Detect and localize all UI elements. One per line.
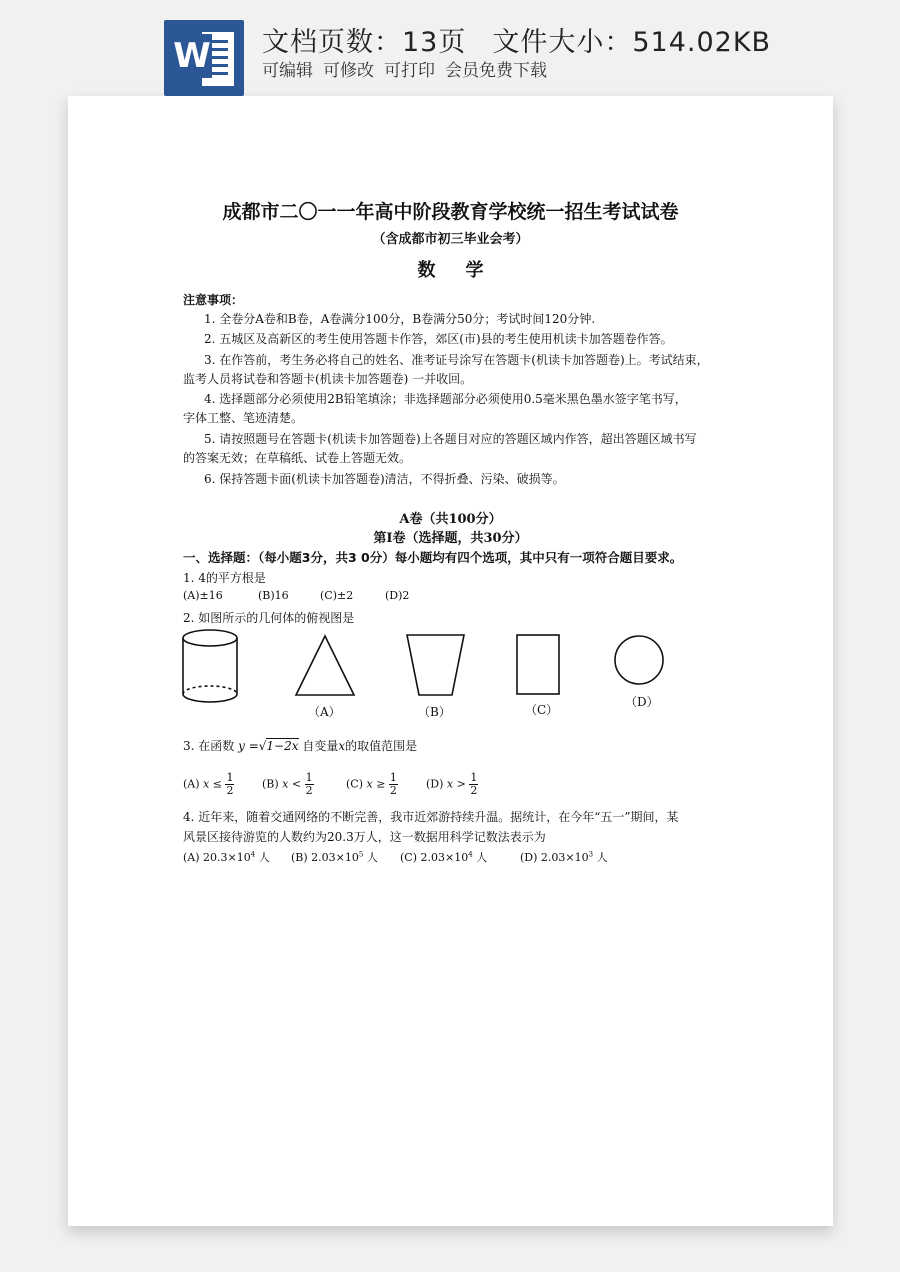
q3-option-c: (C) x ≥ $\frac{1}{2}$ (346, 771, 397, 797)
section-1-heading: 第Ⅰ卷（选择题，共30分） (373, 531, 528, 546)
sqrt-symbol-icon: √ (258, 739, 267, 753)
q1-option-a: (A)±16 (183, 589, 223, 602)
figure-label-c: （C） (525, 703, 559, 717)
question-4-line-2: 风景区接待游览的人数约为20.3万人，这一数据用科学记数法表示为 (183, 830, 546, 844)
note-line: 的答案无效；在草稿纸、试卷上答题无效。 (183, 451, 412, 465)
note-line: 2. 五城区及高新区的考生使用答题卡作答，郊区(市)县的考生使用机读卡加答题卷作答。 (204, 332, 673, 346)
exam-title: 成都市二〇一一年高中阶段教育学校统一招生考试试卷 (222, 201, 679, 223)
banner-title (262, 20, 797, 59)
figure-label-a: （A） (308, 705, 341, 719)
fraction: $\frac{1}{2}$ (389, 771, 397, 797)
feature-printable: 可打印 (384, 61, 435, 81)
q3-suffix: 自变量 (302, 739, 339, 753)
exam-subject: 数学 (417, 260, 514, 281)
rectangle-figure-c (517, 635, 559, 694)
q3-option-d: (D) x > $\frac{1}{2}$ (426, 771, 478, 797)
q1-option-d: (D)2 (385, 589, 410, 602)
q4-option-b: (B) $2.03\times 10^5$ 人 (291, 850, 378, 864)
banner-features (262, 56, 557, 81)
q1-option-c: (C)±2 (320, 589, 354, 602)
figure-label-b: （B） (418, 705, 451, 719)
note-line: 4. 选择题部分必须使用2B铅笔填涂；非选择题部分必须使用0.5毫米黑色墨水签字笔书写， (204, 392, 687, 406)
note-line: 6. 保持答题卡面(机读卡加答题卷)清洁，不得折叠、污染、破损等。 (204, 472, 565, 486)
note-line: 1. 全卷分A卷和B卷，A卷满分100分，B卷满分50分；考试时间120分钟. (204, 312, 596, 326)
q4-option-a: (A) $20.3\times 10^4$ 人 (183, 850, 270, 864)
exam-subtitle: （含成都市初三毕业会考） (372, 232, 529, 247)
note-line: 字体工整、笔迹清楚。 (183, 411, 304, 425)
part-one-instructions: 一、选择题：（每小题3分，共3 0分）每小题均有四个选项，其中只有一项符合题目要求。 (183, 550, 683, 565)
note-line: 5. 请按照题号在答题卡(机读卡加答题卷)上各题目对应的答题区域内作答，超出答题区域书写 (204, 432, 697, 446)
feature-modifiable: 可修改 (323, 61, 374, 81)
q3-tail: 的取值范围是 (345, 739, 418, 753)
question-1: 1. 4的平方根是 (183, 571, 266, 585)
question-2: 2. 如图所示的几何体的俯视图是 (183, 611, 355, 625)
q4-option-d: (D) $2.03\times 10^3$ 人 (520, 850, 608, 864)
notes-heading: 注意事项： (183, 293, 244, 307)
word-document-icon (164, 20, 244, 96)
fraction: $\frac{1}{2}$ (226, 771, 234, 797)
trapezoid-figure-b (407, 635, 464, 695)
file-size: 文件大小：514.02KB (492, 27, 772, 58)
q3-var: x (338, 739, 346, 753)
question-4-line-1: 4. 近年来，随着交通网络的不断完善，我市近郊游持续升温。据统计，在今年“五一”期间，某 (183, 810, 679, 824)
q3-option-a: (A) x ≤ $\frac{1}{2}$ (183, 771, 234, 797)
feature-free-download: 会员免费下载 (445, 61, 547, 81)
triangle-figure-a (296, 636, 354, 695)
word-letter: W (173, 36, 211, 76)
document-page (68, 96, 833, 1226)
q3-func-y: y (238, 739, 245, 753)
question-3 (183, 737, 417, 754)
download-banner (0, 0, 900, 96)
fraction: $\frac{1}{2}$ (470, 771, 478, 797)
q1-option-b: (B)16 (258, 589, 289, 602)
note-line: 监考人员将试卷和答题卡(机读卡加答题卷) 一并收回。 (183, 372, 473, 386)
page-count: 文档页数：13页 (262, 27, 467, 58)
q3-option-b: (B) x < $\frac{1}{2}$ (262, 771, 313, 797)
q4-option-c: (C) $2.03\times 10^4$ 人 (400, 850, 488, 864)
feature-editable: 可编辑 (262, 61, 313, 81)
section-a-heading: A卷（共100分） (399, 512, 502, 527)
figure-label-d: （D） (625, 695, 659, 709)
note-line: 3. 在作答前，考生务必将自己的姓名、准考证号涂写在答题卡(机读卡加答题卷)上。考试结束， (204, 353, 709, 367)
q3-prefix: 3. 在函数 (183, 739, 235, 753)
q3-equals: = (248, 739, 259, 753)
circle-figure-d (615, 636, 663, 684)
fraction: $\frac{1}{2}$ (305, 771, 313, 797)
q3-radicand: 1−2x (266, 739, 299, 753)
cylinder-figure (183, 630, 237, 702)
